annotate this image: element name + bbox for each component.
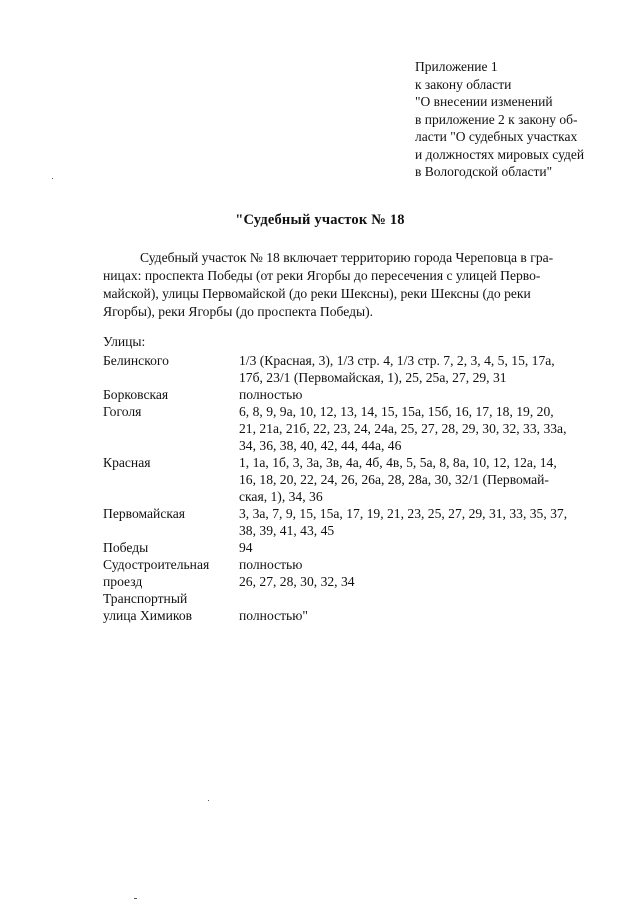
street-row <box>103 590 603 607</box>
scan-speck <box>134 898 137 899</box>
intro-line: ницах: проспекта Победы (от реки Ягорбы до пересечения с улицей Перво- <box>103 268 541 283</box>
street-houses-line: ская, 1), 34, 36 <box>239 489 323 504</box>
streets-table <box>103 352 603 624</box>
intro-line: Ягорбы), реки Ягорбы (до проспекта Победы). <box>103 304 374 319</box>
appendix-note <box>415 58 615 181</box>
street-name: Победы <box>103 540 149 555</box>
appendix-line: в Вологодской области" <box>415 164 553 179</box>
street-row <box>103 539 603 556</box>
appendix-line: ласти "О судебных участках <box>415 129 578 144</box>
street-houses-line: 16, 18, 20, 22, 24, 26, 26а, 28, 28а, 30, 32/1 (Первомай- <box>239 472 549 487</box>
street-houses-line: 6, 8, 9, 9а, 10, 12, 13, 14, 15, 15а, 15б, 16, 17, 18, 19, 20, <box>239 404 554 419</box>
street-name: Красная <box>103 455 151 470</box>
street-houses-line: 34, 36, 38, 40, 42, 44, 44а, 46 <box>239 438 402 453</box>
street-houses-line: 26, 27, 28, 30, 32, 34 <box>239 574 355 589</box>
street-name: улица Химиков <box>103 608 193 623</box>
street-name: проезд <box>103 574 143 589</box>
street-houses <box>239 573 603 590</box>
street-row <box>103 556 603 573</box>
street-houses <box>239 607 603 624</box>
street-name: Гоголя <box>103 404 142 419</box>
street-houses <box>239 505 603 539</box>
street-houses-line: 38, 39, 41, 43, 45 <box>239 523 335 538</box>
street-name: Белинского <box>103 353 169 368</box>
appendix-line: Приложение 1 <box>415 59 498 74</box>
intro-line: Судебный участок № 18 включает территорию города Череповца в гра- <box>140 250 554 265</box>
street-houses-line: 17б, 23/1 (Первомайская, 1), 25, 25а, 27, 29, 31 <box>239 370 507 385</box>
street-houses-line: полностью <box>239 387 303 402</box>
street-houses-line: 21, 21а, 21б, 22, 23, 24, 24а, 25, 27, 28, 29, 30, 32, 33, 33а, <box>239 421 567 436</box>
appendix-line: к закону области <box>415 76 512 92</box>
appendix-line: в приложение 2 к закону об- <box>415 111 578 127</box>
street-houses-line: 3, 3а, 7, 9, 15, 15а, 17, 19, 21, 23, 25, 27, 29, 31, 33, 35, 37, <box>239 506 568 521</box>
street-row <box>103 403 603 454</box>
street-houses <box>239 454 603 505</box>
street-name: Борковская <box>103 387 169 402</box>
street-houses-line: 1, 1а, 1б, 3, 3а, 3в, 4а, 4б, 4в, 5, 5а, 8, 8а, 10, 12, 12а, 14, <box>239 455 557 470</box>
scan-speck <box>208 800 209 801</box>
street-houses-line: 94 <box>239 540 253 555</box>
street-row <box>103 505 603 539</box>
street-row <box>103 454 603 505</box>
intro-paragraph <box>103 249 603 321</box>
street-houses-line: полностью" <box>239 608 308 623</box>
street-houses <box>239 386 603 403</box>
street-row <box>103 352 603 386</box>
street-houses-line: 1/3 (Красная, 3), 1/3 стр. 4, 1/3 стр. 7, 2, 3, 4, 5, 15, 17а, <box>239 353 555 368</box>
street-houses-line: полностью <box>239 557 303 572</box>
intro-line: майской), улицы Первомайской (до реки Шексны), реки Шексны (до реки <box>103 286 531 301</box>
street-name: Судостроительная <box>103 557 210 572</box>
street-houses <box>239 556 603 573</box>
appendix-line: и должностях мировых судей <box>415 146 585 162</box>
scan-speck <box>52 178 53 179</box>
section-title: "Судебный участок № 18 <box>235 212 405 228</box>
street-houses <box>239 590 603 607</box>
appendix-line: "О внесении изменений <box>415 94 553 109</box>
street-name: Первомайская <box>103 506 186 521</box>
street-row <box>103 607 603 624</box>
street-houses <box>239 539 603 556</box>
street-row <box>103 573 603 590</box>
street-name: Транспортный <box>103 591 188 606</box>
street-houses-line <box>239 590 603 607</box>
street-row <box>103 386 603 403</box>
streets-heading: Улицы: <box>103 334 146 349</box>
street-houses <box>239 403 603 454</box>
street-houses <box>239 352 603 386</box>
